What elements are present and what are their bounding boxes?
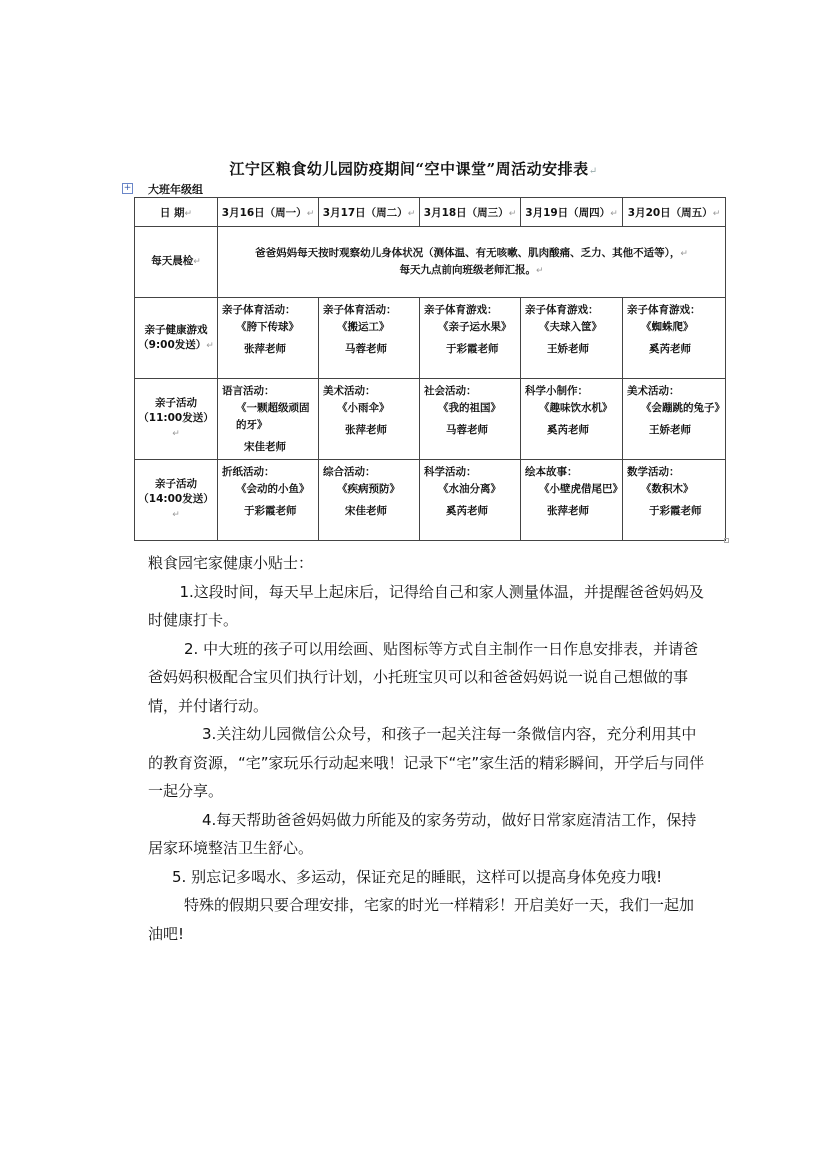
activity-name: 《夫球入筐》 <box>539 321 602 333</box>
activity-type: 数学活动： <box>627 466 680 478</box>
teacher-name: 奚芮老师 <box>649 343 691 355</box>
teacher-name: 宋佳老师 <box>345 505 387 517</box>
activity-type: 社会活动： <box>424 385 477 397</box>
activity-type: 亲子体育游戏： <box>424 304 498 316</box>
activity-cell <box>420 460 521 541</box>
group-label: 大班年级组 <box>148 183 203 196</box>
row-label: 亲子活动 （11:00发送）↵ <box>135 379 218 460</box>
teacher-name: 奚芮老师 <box>547 424 589 436</box>
activity-cell <box>319 460 420 541</box>
activity-name: 《一颗超级顽固的牙》 <box>236 402 310 431</box>
activity-type: 综合活动： <box>323 466 376 478</box>
activity-cell <box>218 460 319 541</box>
activity-name: 《小雨伞》 <box>337 402 390 414</box>
activity-name: 《趣味饮水机》 <box>539 402 613 414</box>
date-header: 日 期↵ <box>135 198 218 227</box>
activity-cell <box>218 379 319 460</box>
activity-type: 美术活动： <box>323 385 376 397</box>
row-label: 亲子活动 （14:00发送）↵ <box>135 460 218 541</box>
tips-heading: 粮食园宅家健康小贴士： <box>148 554 314 572</box>
table-move-handle-icon[interactable]: + <box>123 183 132 193</box>
activity-cell <box>319 298 420 379</box>
table-row-dates <box>135 198 726 227</box>
activity-cell <box>521 460 623 541</box>
teacher-name: 奚芮老师 <box>446 505 488 517</box>
day-header: 3月18日（周三）↵ <box>420 198 521 227</box>
teacher-name: 王娇老师 <box>547 343 589 355</box>
schedule-table <box>134 197 726 541</box>
teacher-name: 于彩霞老师 <box>649 505 702 517</box>
activity-name: 《小壁虎借尾巴》 <box>539 483 623 495</box>
morning-check-text: 爸爸妈妈每天按时观察幼儿身体状况（测体温、有无咳嗽、肌肉酸痛、乏力、其他不适等），↵ 每天九点前向班级老师汇报。↵ <box>218 227 726 298</box>
teacher-name: 王娇老师 <box>649 424 691 436</box>
activity-type: 绘本故事： <box>525 466 578 478</box>
activity-type: 语言活动： <box>222 385 275 397</box>
activity-name: 《会动的小鱼》 <box>236 483 310 495</box>
tip-item: 4.每天帮助爸爸妈妈做力所能及的家务劳动，做好日常家庭清洁工作，保持居家环境整洁卫生舒心。 <box>148 810 697 857</box>
activity-type: 折纸活动： <box>222 466 275 478</box>
activity-cell <box>623 460 726 541</box>
activity-cell <box>521 298 623 379</box>
activity-type: 亲子体育游戏： <box>525 304 599 316</box>
teacher-name: 马蓉老师 <box>345 343 387 355</box>
table-row <box>135 460 726 541</box>
teacher-name: 张萍老师 <box>244 343 286 355</box>
activity-name: 《数积木》 <box>641 483 694 495</box>
day-header: 3月19日（周四）↵ <box>521 198 623 227</box>
tip-item: 5. 别忘记多喝水、多运动，保证充足的睡眠，这样可以提高身体免疫力哦! <box>172 867 663 886</box>
row-label: 每天晨检↵ <box>135 227 218 298</box>
activity-name: 《搬运工》 <box>337 321 390 333</box>
activity-cell <box>521 379 623 460</box>
day-header: 3月16日（周一）↵ <box>218 198 319 227</box>
table-row <box>135 298 726 379</box>
activity-type: 美术活动： <box>627 385 680 397</box>
activity-cell <box>319 379 420 460</box>
tip-item: 3.关注幼儿园微信公众号，和孩子一起关注每一条微信内容，充分利用其中的教育资源，“宅”家玩乐行动起来哦！记录下“宅”家生活的精彩瞬间，开学后与同伴一起分享。 <box>148 725 705 800</box>
activity-cell <box>420 298 521 379</box>
activity-type: 亲子体育活动： <box>323 304 397 316</box>
activity-cell <box>623 298 726 379</box>
activity-cell <box>218 298 319 379</box>
activity-type: 科学活动： <box>424 466 477 478</box>
teacher-name: 张萍老师 <box>345 424 387 436</box>
activity-name: 《水油分离》 <box>438 483 501 495</box>
health-tips <box>148 549 708 948</box>
activity-type: 亲子体育活动： <box>222 304 296 316</box>
row-label: 亲子健康游戏 （9:00发送）↵ <box>135 298 218 379</box>
activity-name: 《我的祖国》 <box>438 402 501 414</box>
activity-cell <box>420 379 521 460</box>
day-header: 3月17日（周二）↵ <box>319 198 420 227</box>
tips-closing: 特殊的假期只要合理安排，宅家的时光一样精彩！开启美好一天，我们一起加油吧! <box>148 896 695 943</box>
teacher-name: 于彩霞老师 <box>244 505 297 517</box>
table-row <box>135 379 726 460</box>
tip-item: 2. 中大班的孩子可以用绘画、贴图标等方式自主制作一日作息安排表，并请爸爸妈妈积极配合宝贝们执行计划，小托班宝贝可以和爸爸妈妈说一说自己想做的事情，并付诸行动。 <box>148 639 699 715</box>
activity-name: 《胯下传球》 <box>236 321 299 333</box>
teacher-name: 张萍老师 <box>547 505 589 517</box>
page-title: 江宁区粮食幼儿园防疫期间“空中课堂”周活动安排表↵ <box>229 160 598 178</box>
activity-name: 《会蹦跳的兔子》 <box>641 402 725 414</box>
teacher-name: 马蓉老师 <box>446 424 488 436</box>
activity-type: 亲子体育游戏： <box>627 304 701 316</box>
table-resize-handle-icon[interactable] <box>724 538 729 543</box>
table-row-morning-check <box>135 227 726 298</box>
activity-name: 《亲子运水果》 <box>438 321 512 333</box>
tip-item: 1.这段时间，每天早上起床后，记得给自己和家人测量体温，并提醒爸爸妈妈及时健康打卡。 <box>148 582 704 629</box>
day-header: 3月20日（周五）↵ <box>623 198 726 227</box>
activity-name: 《疾病预防》 <box>337 483 400 495</box>
teacher-name: 于彩霞老师 <box>446 343 499 355</box>
activity-type: 科学小制作： <box>525 385 588 397</box>
activity-name: 《蜘蛛爬》 <box>641 321 694 333</box>
teacher-name: 宋佳老师 <box>244 441 286 453</box>
activity-cell <box>623 379 726 460</box>
